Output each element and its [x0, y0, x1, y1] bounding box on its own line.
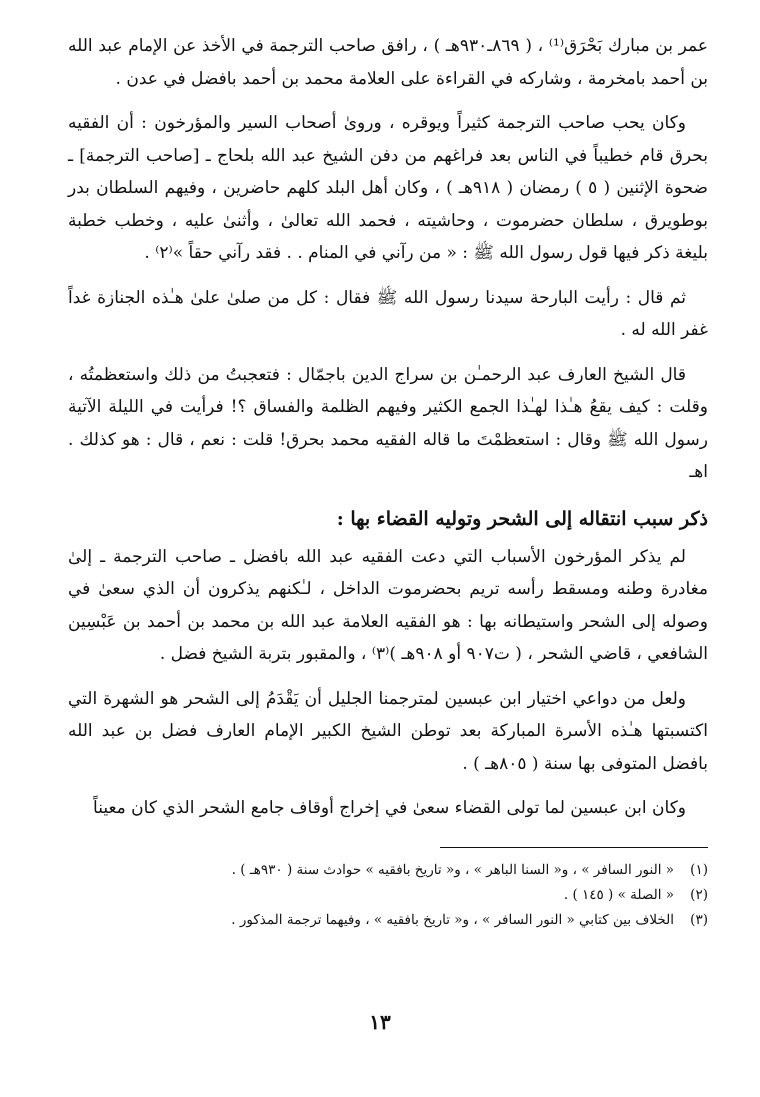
paragraph-2: وكان يحب صاحب الترجمة كثيراً ويوقره ، وروىٰ أصحاب السير والمؤرخون : أن الفقيه بحرق قام خطيباً في الناس بعد فراغهم من دفن الشيخ عبد الله بلحاج ـ [صاحب الترجمة] ـ ضحوة الإثنين ( ٥ ) رمضان ( ٩١٨هـ ) ، وكان أهل البلد كلهم حاضرين ، وفيهم السلطان بدر بوطويرق ، سلطان حضرموت ، وحاشيته ، فحمد الله تعالىٰ ، وأثنىٰ عليه ، وخطب خطبة بليغة ذكر فيها قول رسول الله ﷺ : « من رآني في المنام . . فقد رآني حقاً »⁽٢⁾ . [68, 113, 708, 263]
footnote-1 [68, 858, 708, 883]
footnote-text: « الصلة » ( ١٤٥ ) . [563, 886, 674, 903]
footnotes [68, 858, 708, 933]
paragraph-1: عمر بن مبارك بَحْرَق⁽¹⁾ ، ( ٨٦٩ـ٩٣٠هـ ) ، رافق صاحب الترجمة في الأخذ عن الإمام عبد الله بن أحمد بامخرمة ، وشاركه في القراءة على العلامة محمد بن أحمد بافضل في عدن . [68, 36, 708, 89]
paragraph-4: قال الشيخ العارف عبد الرحمـٰن بن سراج الدين باجمّال : فتعجبتُ من ذلك واستعظمتُه ، وقلت : كيف يقعُ هـٰذا لهـٰذا الجمع الكثير وفيهم الظلمة والفساق ؟! فرأيت في الليلة الآتية رسول الله ﷺ وقال : استعظمْتَ ما قاله الفقيه محمد بحرق! قلت : نعم ، قال : هو كذلك . اهـ [68, 364, 709, 482]
paragraph-3: ثم قال : رأيت البارحة سيدنا رسول الله ﷺ فقال : كل من صلىٰ علىٰ هـٰذه الجنازة غداً غفر الله له . [68, 287, 708, 340]
footnote-number: (٢) [690, 886, 708, 903]
page-number: ١٣ [369, 1010, 391, 1034]
footnote-3 [68, 908, 708, 933]
section-heading: ذكر سبب انتقاله إلى الشحر وتوليه القضاء بها : [336, 507, 708, 530]
paragraph-7: وكان ابن عبسين لما تولى القضاء سعىٰ في إخراج أوقاف جامع الشحر الذي كان معيناً [93, 798, 686, 818]
paragraph-6: ولعل من دواعي اختيار ابن عبسين لمترجمنا الجليل أن يَقْدَمُ إلى الشحر هو الشهرة التي اكتسبتها هـٰذه الأسرة المباركة بعد توطن الشيخ الكبير الإمام العارف فضل بن عبد الله بافضل المتوفى بها سنة ( ٨٠٥هـ ) . [68, 688, 708, 774]
footnote-number: (١) [690, 861, 708, 878]
footnote-separator [440, 847, 708, 848]
footnote-number: (٣) [690, 911, 708, 928]
page-body [68, 30, 708, 933]
paragraph-5: لم يذكر المؤرخون الأسباب التي دعت الفقيه عبد الله بافضل ـ صاحب الترجمة ـ إلىٰ مغادرة وطنه ومسقط رأسه تريم بحضرموت الداخل ، لـٰكنهم يذكرون أن الذي سعىٰ في وصوله إلى الشحر واستيطانه بها : هو الفقيه العلامة عبد الله بن محمد بن أحمد بن عَبْسِين الشافعي ، قاضي الشحر ، ( ت٩٠٧ أو ٩٠٨هـ )⁽٣⁾ ، والمقبور بتربة الشيخ فضل . [68, 546, 708, 664]
footnote-text: « النور السافر » ، و« السنا الباهر » ، و« تاريخ بافقيه » حوادث سنة ( ٩٣٠هـ ) . [231, 861, 674, 878]
footnote-text: الخلاف بين كتابي « النور السافر » ، و« تاريخ بافقيه » ، وفيهما ترجمة المذكور . [231, 911, 674, 928]
footnote-2 [68, 883, 708, 908]
